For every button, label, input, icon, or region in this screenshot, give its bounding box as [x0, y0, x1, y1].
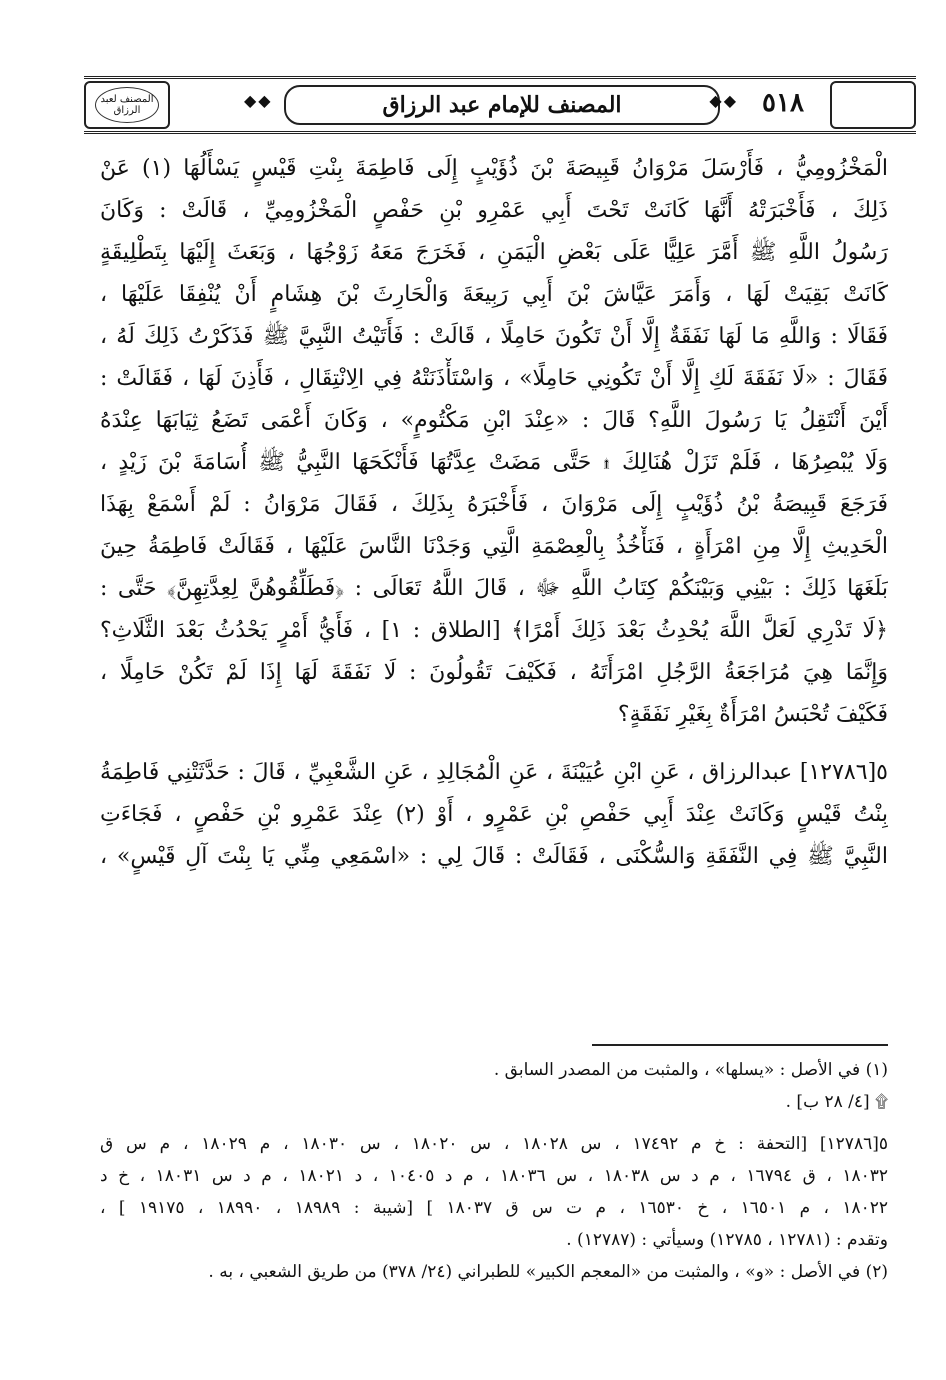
- header-seal-ornament: [84, 81, 170, 129]
- takhrij-line: ١٨٠٣٢ ، ق ١٦٧٩٤ ، م د س ١٨٠٣٨ ، س ١٨٠٣٦ ، م د ١٠٤٠٥ ، د ١٨٠٢١ ، م د س ١٨٠٣١ ، خ د: [100, 1166, 888, 1186]
- header-divider-dots: ◆◆: [244, 91, 273, 110]
- text-line: ذَلِكَ ، فَأَخْبَرَتْهُ أَنَّهَا كَانَتْ تَحْتَ أَبِي عَمْرِو بْنِ حَفْصٍ الْمَخْزُومِيِّ ، قَالَتْ : وَكَانَ: [100, 198, 888, 223]
- paragraph-gap: [100, 736, 888, 752]
- header-divider-dots: ◆◆: [709, 91, 738, 110]
- footnote-1: (١) في الأصل : «يسلها» ، والمثبت من المصدر السابق .: [493, 1060, 888, 1080]
- text-line: الْمَخْزُومِيُّ ، فَأَرْسَلَ مَرْوَانُ قَبِيصَةَ بْنَ ذُؤَيْبٍ إِلَى فَاطِمَةَ بِنْتِ قَيْسٍ يَسْأَلُهَا (١) عَنْ: [100, 156, 888, 181]
- text-line: ﴿لَا تَدْرِي لَعَلَّ اللَّهَ يُحْدِثُ بَعْدَ ذَلِكَ أَمْرًا﴾ [الطلاق : ١] ، فَأَيُّ أَمْرٍ يَحْدُثُ بَعْدَ الثَّلَاثِ؟: [100, 618, 888, 643]
- page-header: [84, 76, 916, 134]
- text-line: فَرَجَعَ قَبِيصَةُ بْنُ ذُؤَيْبٍ إِلَى مَرْوَانَ ، فَأَخْبَرَهُ بِذَلِكَ ، فَقَالَ مَرْوَانُ : لَمْ أَسْمَعْ بِهَذَا: [100, 492, 888, 517]
- page-number: ٥١٨: [762, 88, 804, 118]
- text-line: فَكَيْفَ تُحْبَسُ امْرَأَةٌ بِغَيْرِ نَفَقَةٍ؟: [617, 702, 888, 727]
- takhrij-line: وتقدم : (١٢٧٨١ ، ١٢٧٨٥) وسيأتي : (١٢٧٨٧) .: [566, 1230, 888, 1250]
- footnote-gap: [100, 1118, 888, 1128]
- hadith-line: النَّبِيَّ ﷺ فِي النَّفَقَةِ وَالسُّكْنَى ، فَقَالَتْ : قَالَ لِي : «اسْمَعِي مِنِّي يَا بِنْتَ آلِ قَيْسٍ» ،: [100, 844, 888, 869]
- main-text: [100, 148, 888, 878]
- header-seal: المصنف لعبد الرزاق: [95, 87, 159, 123]
- hadith-line: بِنْتُ قَيْسٍ وَكَانَتْ عِنْدَ أَبِي حَفْصِ بْنِ عَمْرٍو ، أَوْ (٢) عِنْدَ عَمْرِو بْنِ حَفْصٍ ، فَجَاءَتِ: [100, 802, 888, 827]
- running-title: المصنف للإمام عبد الرزاق: [284, 85, 720, 125]
- text-line: فَقَالَ : «لَا نَفَقَةَ لَكِ إِلَّا أَنْ تَكُونِي حَامِلًا» ، وَاسْتَأْذَنَتْهُ فِي الِانْتِقَالِ ، فَأَذِنَ لَهَا ، فَقَالَتْ :: [100, 366, 888, 391]
- text-line: رَسُولُ اللَّهِ ﷺ أَمَّرَ عَلِيًّا عَلَى بَعْضِ الْيَمَنِ ، فَخَرَجَ مَعَهُ زَوْجُهَا ، وَبَعَثَ إِلَيْهَا بِتَطْلِيقَةٍ: [100, 240, 888, 265]
- takhrij-line: ١٨٠٢٢ ، م ١٦٥٠١ ، خ ١٦٥٣٠ ، م ت س ق ١٨٠٣٧ ] [شيبة : ١٨٩٨٩ ، ١٨٩٩٠ ، ١٩١٧٥ ] ،: [100, 1198, 888, 1218]
- footnote-2: (٢) في الأصل : «و» ، والمثبت من «المعجم الكبير» للطبراني (٢٤/ ٣٧٨) من طريق الشعبي ، به .: [208, 1262, 888, 1282]
- text-line: وَلَا يُبْصِرُهَا ، فَلَمْ تَزَلْ هُنَالِكَ ۩ حَتَّى مَضَتْ عِدَّتُهَا فَأَنْكَحَهَا النَّبِيُّ ﷺ أُسَامَةَ بْنَ زَيْدٍ ،: [100, 450, 888, 475]
- text-line: كَانَتْ بَقِيَتْ لَهَا ، وَأَمَرَ عَيَّاشَ بْنَ أَبِي رَبِيعَةَ وَالْحَارِثَ بْنَ هِشَامٍ أَنْ يُنْفِقَا عَلَيْهَا ،: [100, 282, 888, 307]
- footnote-rule: [592, 1044, 888, 1046]
- text-line: وَإِنَّمَا هِيَ مُرَاجَعَةُ الرَّجُلِ امْرَأَتَهُ ، فَكَيْفَ تَقُولُونَ : لَا نَفَقَةَ لَهَا إِذَا لَمْ تَكُنْ حَامِلًا ،: [100, 660, 888, 685]
- footnote-page-marker: ۩ [٤/ ٢٨ ب] .: [785, 1092, 888, 1112]
- takhrij-line: ٥[١٢٧٨٦] [التحفة : خ م ١٧٤٩٢ ، س ١٨٠٢٨ ، س ١٨٠٢٠ ، س ١٨٠٣٠ ، م ١٨٠٢٩ ، م س ق: [100, 1134, 888, 1154]
- footnotes: [100, 1054, 888, 1288]
- text-line: بَلَغَهَا ذَلِكَ : بَيْنِي وَبَيْنَكُمْ كِتَابُ اللَّهِ ﷻ ، قَالَ اللَّهُ تَعَالَى : ﴿فَطَلِّقُوهُنَّ لِعِدَّتِهِنَّ﴾ حَتَّى :: [100, 576, 888, 601]
- header-corner-ornament: [830, 81, 916, 129]
- text-line: الْحَدِيثِ إِلَّا مِنِ امْرَأَةٍ ، فَنَأْخُذُ بِالْعِصْمَةِ الَّتِي وَجَدْنَا النَّاسَ عَلَيْهَا ، فَقَالَتْ فَاطِمَةُ حِينَ: [100, 534, 888, 559]
- hadith-line: ٥[١٢٧٨٦] عبدالرزاق ، عَنِ ابْنِ عُيَيْنَةَ ، عَنِ الْمُجَالِدِ ، عَنِ الشَّعْبِيِّ ، قَالَ : حَدَّثَتْنِي فَاطِمَةُ: [100, 760, 888, 785]
- text-line: أَيْنَ أَنْتَقِلُ يَا رَسُولَ اللَّهِ؟ قَالَ : «عِنْدَ ابْنِ مَكْتُومٍ» ، وَكَانَ أَعْمَى تَضَعُ ثِيَابَهَا عِنْدَهُ: [100, 408, 888, 433]
- text-line: فَقَالَا : وَاللَّهِ مَا لَهَا نَفَقَةٌ إِلَّا أَنْ تَكُونَ حَامِلًا ، قَالَتْ : فَأَتَيْتُ النَّبِيَّ ﷺ فَذَكَرْتُ ذَلِكَ لَهُ ،: [100, 324, 888, 349]
